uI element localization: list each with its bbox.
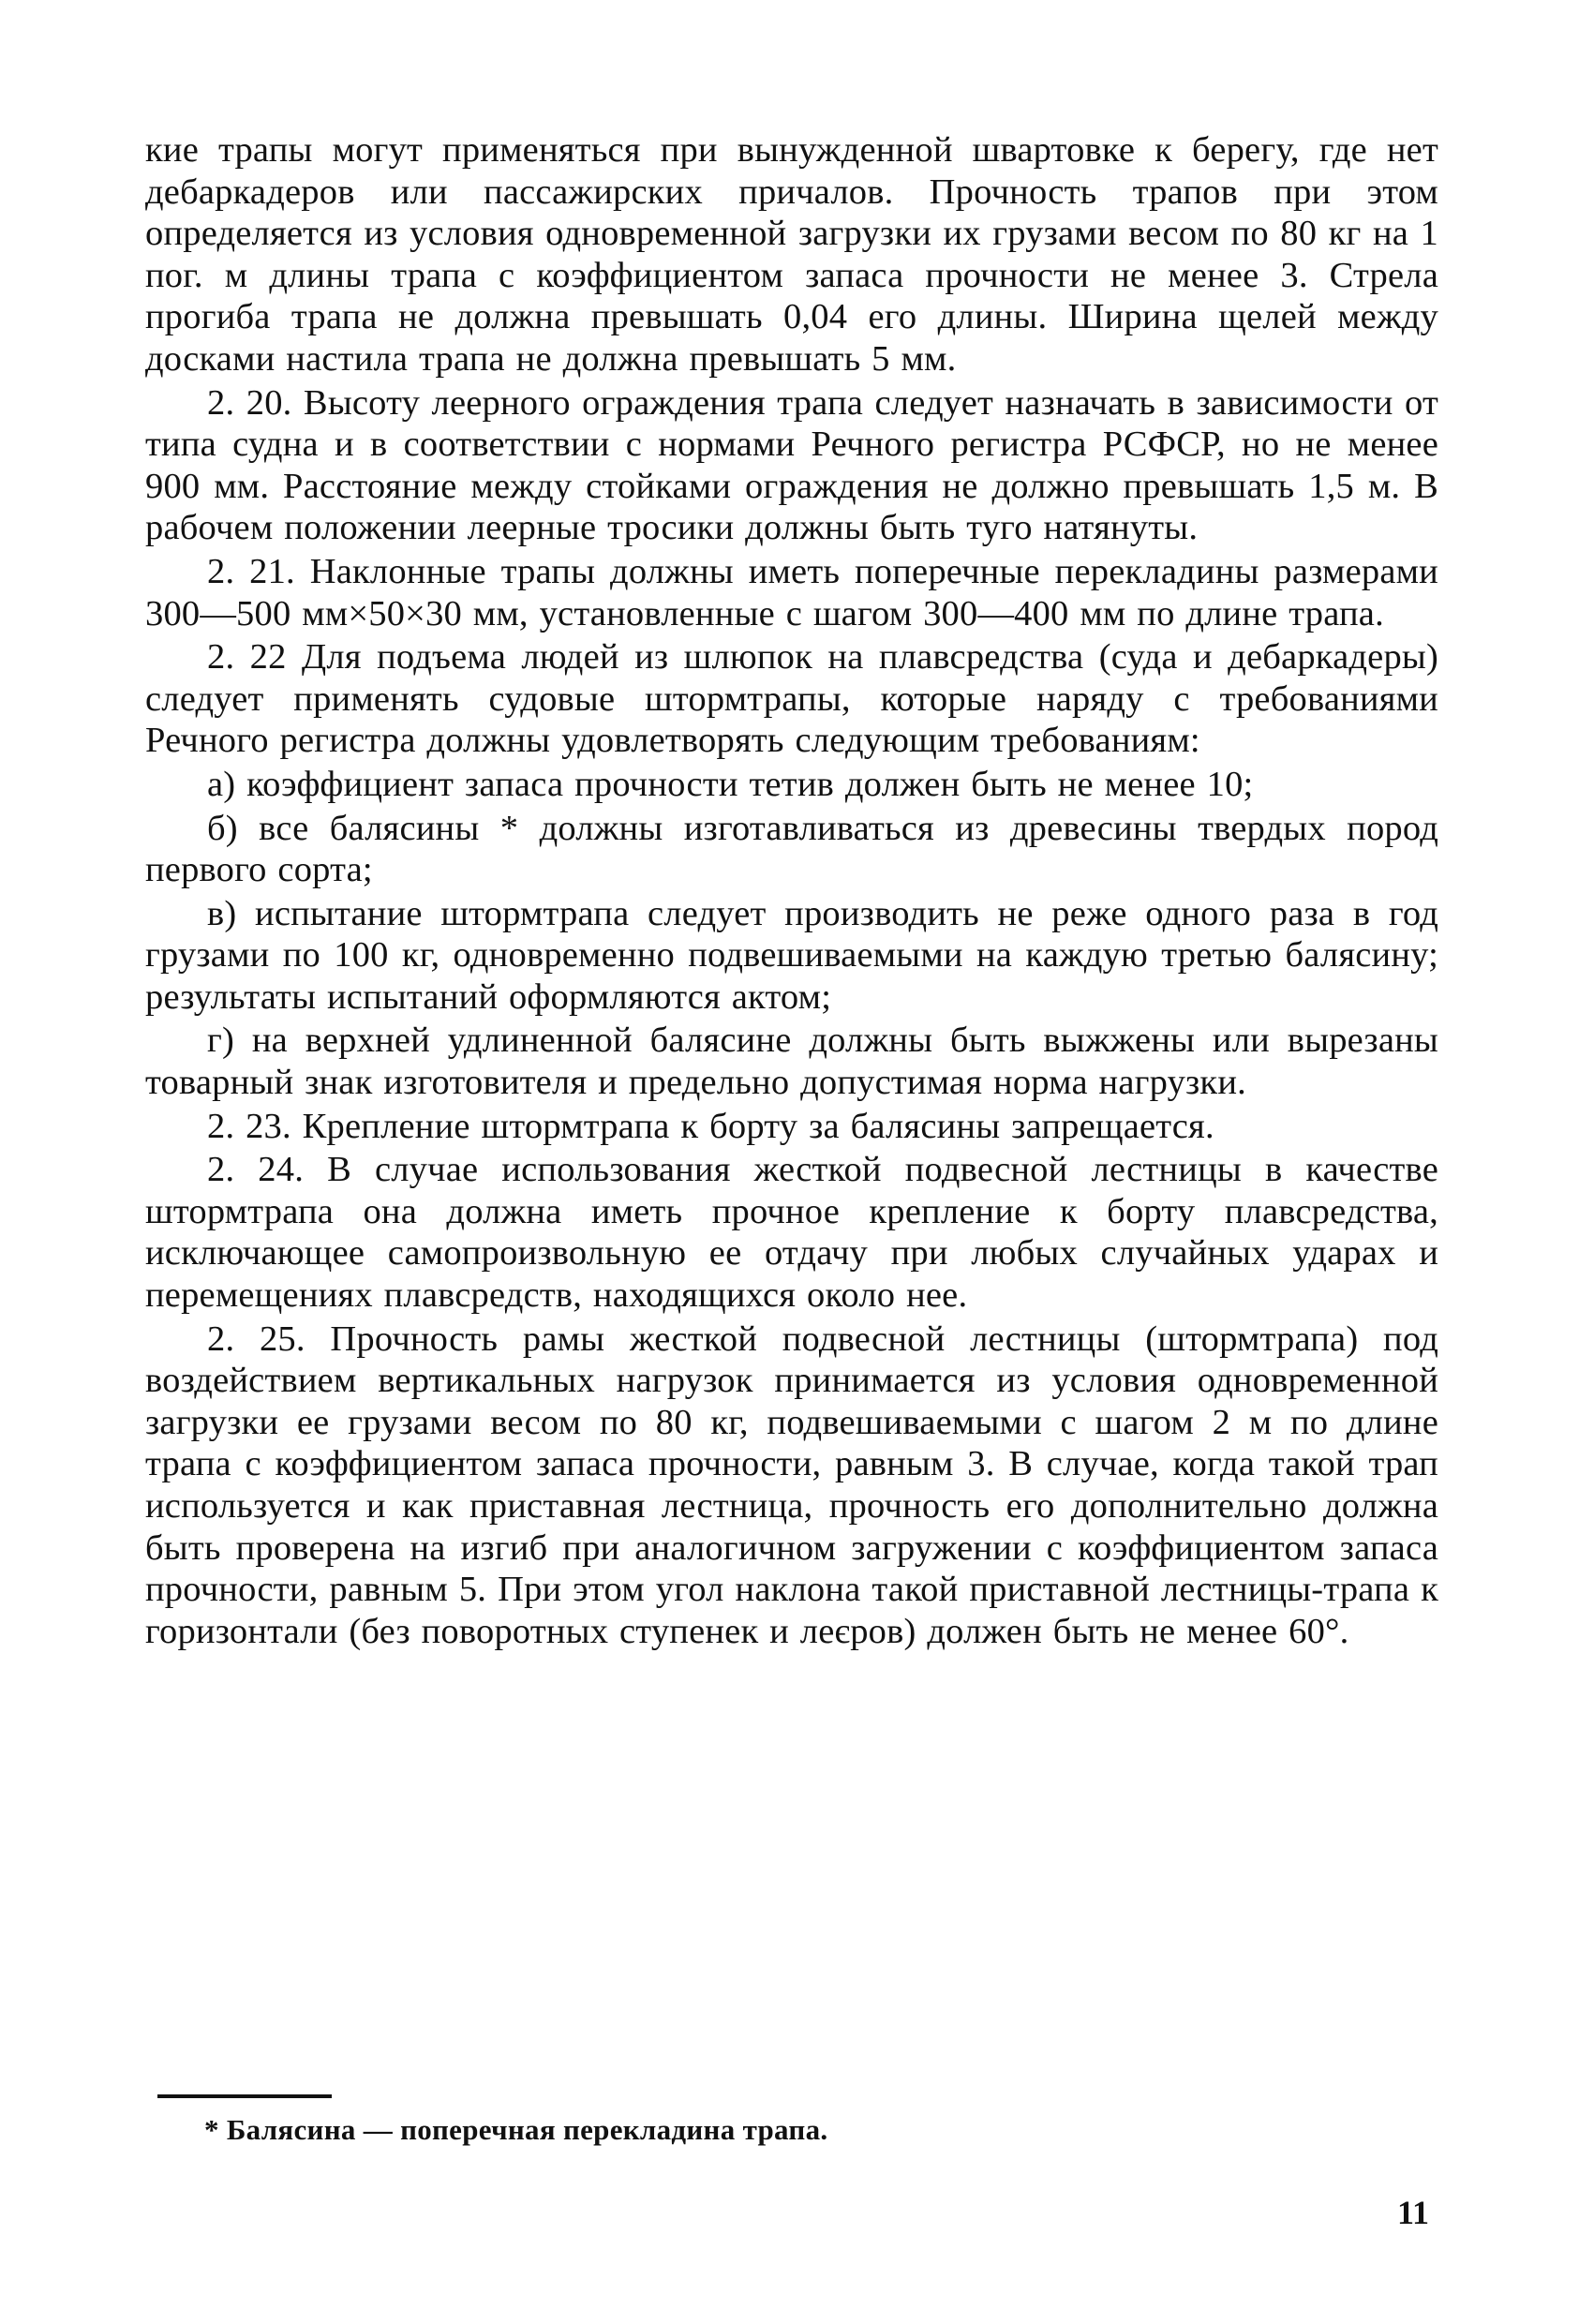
footnote-divider: [157, 2094, 332, 2098]
paragraph-2-20: 2. 20. Высоту леерного ограждения трапа следует назначать в зависимости от типа судна и в соответствии с нормами Речного регистра РСФСР, но не менее 900 мм. Расстояние между стойками ограждения не должно превышать 1,5 м. В рабочем положении леерные тросики должны быть туго натянуты.: [145, 382, 1438, 548]
list-item-g: г) на верхней удлиненной балясине должны быть выжжены или вырезаны товарный знак изготовителя и предельно допустимая норма нагрузки.: [145, 1020, 1438, 1103]
paragraph-2-25: 2. 25. Прочность рамы жесткой подвесной лестницы (штормтрапа) под воздействием вертикальных нагрузок принимается из условия одновременной загрузки ее грузами весом по 80 кг, подвешиваемыми с шагом 2 м по длине трапа с коэффициентом запаса прочности, равным 3. В случае, когда такой трап используется и как приставная лестница, прочность его дополнительно должна быть проверена на изгиб при аналогичном загружении с коэффициентом запаса прочности, равным 5. При этом угол наклона такой приставной лестницы-трапа к горизонтали (без поворотных ступенек и леєров) должен быть не менее 60°.: [145, 1318, 1438, 1651]
page-number: 11: [1397, 2194, 1430, 2231]
list-item-b: б) все балясины * должны изготавливаться из древесины твердых пород первого сорта;: [145, 808, 1438, 890]
page-body: [145, 129, 1438, 1654]
list-item-a: а) коэффициент запаса прочности тетив должен быть не менее 10;: [207, 764, 1254, 804]
paragraph-continuation: кие трапы могут применяться при вынужденной швартовке к берегу, где нет дебаркадеров или пассажирских причалов. Прочность трапов при этом определяется из условия одновременной загрузки их грузами весом по 80 кг на 1 пог. м длины трапа с коэффициентом запаса прочности не менее 3. Стрела прогиба трапа не должна превышать 0,04 его длины. Ширина щелей между досками настила трапа не должна превышать 5 мм.: [145, 130, 1438, 379]
paragraph-2-24: 2. 24. В случае использования жесткой подвесной лестницы в качестве штормтрапа она должна иметь прочное крепление к борту плавсредства, исключающее самопроизвольную ее отдачу при любых случайных ударах и перемещениях плавсредств, находящихся около нее.: [145, 1150, 1438, 1316]
footnote: * Балясина — поперечная перекладина трапа.: [204, 2113, 828, 2146]
paragraph-2-21: 2. 21. Наклонные трапы должны иметь поперечные перекладины размерами 300—500 мм×50×30 мм, установленные с шагом 300—400 мм по длине трапа.: [145, 551, 1438, 633]
list-item-v: в) испытание штормтрапа следует производить не реже одного раза в год грузами по 100 кг, одновременно подвешиваемыми на каждую третью балясину; результаты испытаний оформляются актом;: [145, 893, 1438, 1017]
paragraph-2-23: 2. 23. Крепление штормтрапа к борту за балясины запрещается.: [207, 1106, 1214, 1146]
paragraph-2-22: 2. 22 Для подъема людей из шлюпок на плавсредства (суда и дебаркадеры) следует применять судовые штормтрапы, которые наряду с требованиями Речного регистра должны удовлетворять следующим требованиям:: [145, 637, 1438, 761]
